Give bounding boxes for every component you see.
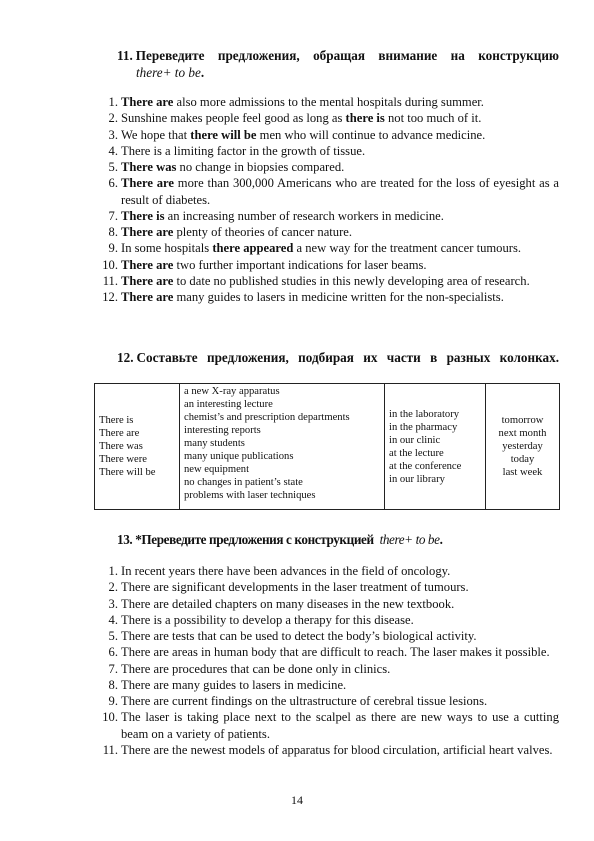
table-cell-line: interesting reports [184, 425, 261, 436]
item-number: 3. [108, 596, 118, 611]
sentence-item [102, 110, 559, 126]
sentence-text [121, 241, 521, 255]
table-cell-line: tomorrow [501, 415, 544, 426]
ex13-sentence-list [102, 563, 559, 758]
sentence-pre: We hope that [121, 127, 191, 142]
sentence-item [102, 257, 559, 273]
construction-highlight: There are [121, 95, 174, 109]
sentence-item [102, 208, 559, 224]
ex11-title-end: . [200, 65, 205, 80]
item-number: 9. [108, 694, 118, 708]
sentence-text: There are current findings on the ultrastructure of cerebral tissue lesions. [121, 694, 488, 708]
sentence-item [102, 563, 559, 579]
sentence-item [102, 596, 559, 612]
table-cell-line: There are [99, 428, 140, 439]
sentence-item [102, 175, 559, 208]
item-number: 6. [108, 645, 118, 660]
sentence-text [121, 258, 427, 272]
sentence-text: The laser is taking place next to the scalpel as there are new ways to use a cutting beam on a variety of patients. [121, 710, 559, 741]
column-time [486, 384, 560, 510]
sentence-text: There are areas in human body that are difficult to reach. The laser makes it possible. [121, 645, 550, 660]
table-cell-line: problems with laser techniques [184, 490, 316, 501]
table-cell-line: There is [99, 415, 134, 426]
sentence-text [121, 111, 481, 125]
sentence-post: to date no published studies in this newly developing area of research. [173, 273, 530, 288]
item-number: 5. [108, 629, 118, 643]
table-cell-line: next month [498, 428, 547, 439]
sentence-item [102, 661, 559, 677]
ex11-number: 11. [117, 48, 133, 63]
table-cell-line: today [510, 454, 535, 465]
sentence-item [102, 709, 559, 742]
table-cell-line: There were [99, 454, 147, 465]
table-cell-line: at the conference [389, 460, 462, 472]
sentence-post: two further important indications for laser beams. [173, 257, 427, 272]
construction-highlight: There are [121, 290, 174, 304]
ex11-title: Переведите предложения, обращая внимание на конструкцию [135, 48, 559, 63]
sentence-post: many guides to lasers in medicine written for the non-specialists. [173, 290, 504, 304]
item-number: 1. [108, 564, 118, 578]
ex13-number: 13. [117, 532, 133, 547]
sentence-text: There are the newest models of apparatus for blood circulation, artificial heart valves. [121, 742, 553, 757]
item-number: 7. [108, 661, 118, 676]
sentence-text: There is a possibility to develop a therapy for this disease. [121, 612, 414, 627]
sentence-text [121, 160, 344, 174]
table-cell-line: last week [502, 467, 543, 478]
sentence-post: not too much of it. [384, 111, 482, 126]
item-number: 10. [102, 710, 118, 725]
ex13-title: *Переведите предложения с конструкцией [135, 532, 374, 547]
ex12-number: 12. [117, 350, 134, 365]
sentence-post: men who will continue to advance medicine. [256, 127, 486, 142]
sentence-item [102, 693, 559, 709]
ex11-sentence-list [102, 94, 559, 305]
sentence-pre: There is a limiting factor in the growth of tissue. [121, 143, 366, 158]
ex11-construction: there+ to be [136, 65, 201, 80]
table-cell-line: many unique publications [184, 451, 294, 462]
sentence-item [102, 159, 559, 175]
sentence-item [102, 240, 559, 256]
sentence-item [102, 644, 559, 660]
sentence-item [102, 224, 559, 240]
item-number: 1. [108, 95, 118, 109]
table-cell-line: in the laboratory [389, 408, 460, 420]
sentence-item [102, 273, 559, 289]
item-number: 11. [102, 273, 118, 288]
table-cell-line: in our clinic [389, 434, 441, 446]
sentence-pre: In some hospitals [121, 241, 213, 256]
sentence-item [102, 94, 559, 110]
construction-highlight: There was [121, 160, 177, 174]
ex12-heading [117, 349, 559, 366]
table-cell-line: There will be [99, 467, 156, 478]
construction-highlight: there appeared [212, 241, 294, 256]
sentence-text: There are detailed chapters on many diseases in the new textbook. [121, 596, 455, 611]
item-number: 3. [108, 127, 118, 142]
table-cell-line: in the pharmacy [389, 421, 458, 433]
table-cell-line: yesterday [502, 441, 543, 452]
item-number: 9. [108, 241, 118, 256]
ex13-heading [117, 531, 559, 548]
sentence-post: plenty of theories of cancer nature. [173, 225, 353, 239]
item-number: 8. [108, 677, 118, 692]
column-object [180, 384, 385, 510]
matching-table [94, 383, 560, 510]
page-number: 14 [291, 793, 303, 807]
sentence-text [121, 176, 559, 206]
table-cell-line: chemist’s and prescription departments [184, 412, 350, 423]
sentence-item [102, 289, 559, 305]
sentence-text: In recent years there have been advances in the field of oncology. [121, 564, 451, 578]
sentence-item [102, 628, 559, 644]
item-number: 12. [102, 290, 118, 304]
sentence-text [121, 95, 484, 109]
item-number: 2. [108, 580, 118, 595]
item-number: 2. [108, 111, 118, 126]
construction-highlight: There are [121, 257, 174, 272]
sentence-post: a new way for the treatment cancer tumours. [293, 241, 522, 256]
sentence-post: more than 300,000 Americans who are treated for the loss of eyesight as a result of diabetes. [121, 176, 560, 207]
item-number: 5. [108, 160, 118, 174]
sentence-item [102, 742, 559, 758]
construction-highlight: there is [345, 111, 385, 126]
table-cell-line: new equipment [184, 464, 250, 475]
table-cell-line: no changes in patient’s state [184, 477, 303, 488]
ex12-title: Составьте предложения, подбирая их части в разных колонках. [136, 350, 559, 365]
sentence-pre: Sunshine makes people feel good as long as [121, 111, 346, 126]
sentence-text: There are procedures that can be done only in clinics. [121, 661, 391, 676]
construction-highlight: There is [121, 208, 165, 223]
table-cell-line: at the lecture [389, 447, 444, 459]
sentence-item [102, 143, 559, 159]
item-number: 11. [102, 742, 118, 757]
construction-highlight: there will be [190, 127, 257, 142]
item-number: 4. [108, 612, 118, 627]
construction-highlight: There are [121, 273, 174, 288]
item-number: 7. [108, 208, 118, 223]
table-cell-line: in our library [389, 473, 445, 485]
sentence-text: There are significant developments in the laser treatment of tumours. [121, 580, 469, 595]
ex13-construction: there+ to be [379, 532, 440, 547]
column-subject [95, 384, 180, 510]
sentence-post: no change in biopsies compared. [176, 160, 345, 174]
table-cell-line: a new X-ray apparatus [184, 386, 280, 397]
sentence-text [121, 209, 444, 223]
sentence-text: There are tests that can be used to detect the body’s biological activity. [121, 629, 477, 643]
sentence-post: an increasing number of research workers in medicine. [164, 208, 444, 223]
sentence-post: also more admissions to the mental hospitals during summer. [173, 95, 484, 109]
sentence-text [121, 274, 530, 288]
table-cell-line: many students [184, 438, 245, 449]
sentence-text [121, 128, 485, 142]
construction-highlight: There are [121, 176, 174, 191]
sentence-item [102, 677, 559, 693]
sentence-text [121, 290, 504, 304]
sentence-item [102, 579, 559, 595]
sentence-item [102, 612, 559, 628]
ex11-heading [117, 47, 559, 81]
column-place [385, 384, 486, 510]
construction-highlight: There are [121, 225, 174, 239]
ex13-title-end: . [439, 532, 443, 547]
sentence-text: There are many guides to lasers in medicine. [121, 677, 347, 692]
item-number: 8. [108, 225, 118, 239]
item-number: 4. [108, 143, 118, 158]
table-cell-line: There was [99, 441, 143, 452]
item-number: 6. [108, 176, 118, 191]
item-number: 10. [102, 257, 118, 272]
table-cell-line: an interesting lecture [184, 399, 273, 410]
sentence-text [121, 225, 352, 239]
sentence-item [102, 127, 559, 143]
sentence-text [121, 144, 365, 158]
